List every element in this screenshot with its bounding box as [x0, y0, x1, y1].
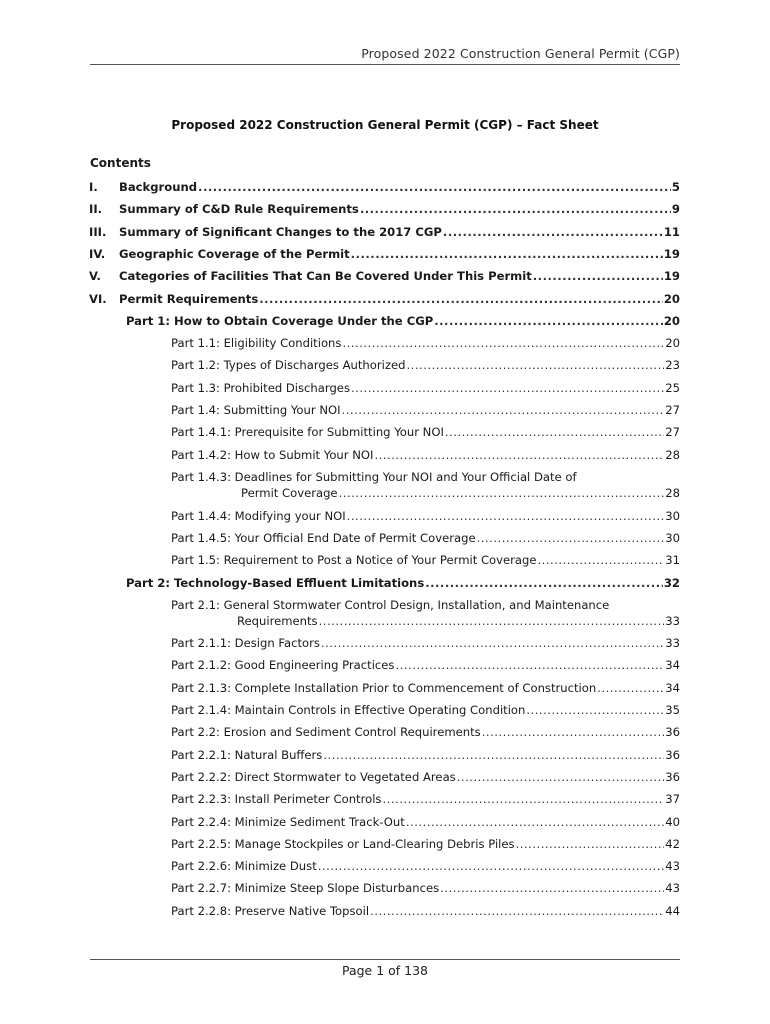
- toc-entry-label: Geographic Coverage of the Permit: [119, 247, 350, 261]
- toc-entry-part-2-2-5[interactable]: [171, 837, 680, 852]
- toc-section-number: I.: [89, 180, 98, 194]
- toc-entry-label: Summary of Significant Changes to the 2017 CGP: [119, 225, 442, 239]
- toc-page-number: 40: [665, 815, 680, 829]
- dot-leader: [406, 358, 664, 373]
- toc-entry-part-2-1[interactable]: [237, 614, 680, 629]
- dot-leader: [434, 314, 663, 329]
- toc-entry-label: Summary of C&D Rule Requirements: [119, 202, 359, 216]
- toc-section-number: III.: [89, 225, 107, 239]
- toc-page-number: 32: [663, 576, 680, 590]
- toc-entry-part-1-4-3-line1[interactable]: Part 1.4.3: Deadlines for Submitting Your NOI and Your Official Date of: [171, 470, 577, 484]
- toc-entry-label: Permit Coverage: [241, 486, 338, 500]
- dot-leader: [395, 658, 664, 673]
- toc-entry-label: Part 2.2.6: Minimize Dust: [171, 859, 317, 873]
- dot-leader: [360, 202, 671, 217]
- toc-entry-label: Part 1.5: Requirement to Post a Notice of Your Permit Coverage: [171, 553, 537, 567]
- toc-entry-label: Part 1.4.1: Prerequisite for Submitting Your NOI: [171, 425, 444, 439]
- toc-entry-part-2-2-6[interactable]: [171, 859, 680, 874]
- toc-entry-part-1-1[interactable]: [171, 336, 680, 351]
- dot-leader: [342, 403, 665, 418]
- toc-entry-significant-changes[interactable]: [89, 225, 680, 240]
- toc-entry-label: Part 2.1.3: Complete Installation Prior to Commencement of Construction: [171, 681, 597, 695]
- toc-page-number: 23: [665, 358, 680, 372]
- toc-page-number: 42: [665, 837, 680, 851]
- toc-entry-label: Part 2.2.1: Natural Buffers: [171, 748, 323, 762]
- toc-page-number: 30: [665, 531, 680, 545]
- toc-entry-label: Part 1.4.2: How to Submit Your NOI: [171, 448, 374, 462]
- toc-entry-part-1-4[interactable]: [171, 403, 680, 418]
- toc-entry-part-2-2-4[interactable]: [171, 815, 680, 830]
- toc-page-number: 33: [665, 614, 680, 628]
- toc-section-number: VI.: [89, 292, 107, 306]
- dot-leader: [440, 881, 664, 896]
- toc-page-number: 35: [665, 703, 680, 717]
- running-header: Proposed 2022 Construction General Permit (CGP): [90, 46, 680, 65]
- dot-leader: [321, 636, 664, 651]
- toc-entry-part-1[interactable]: [126, 314, 680, 329]
- toc-entry-label: Part 2.2.2: Direct Stormwater to Vegetated Areas: [171, 770, 456, 784]
- toc-entry-label: Requirements: [237, 614, 318, 628]
- dot-leader: [425, 576, 663, 591]
- toc-entry-permit-requirements[interactable]: [89, 292, 680, 307]
- toc-entry-label: Part 1.4: Submitting Your NOI: [171, 403, 341, 417]
- toc-entry-part-2-1-line1[interactable]: Part 2.1: General Stormwater Control Design, Installation, and Maintenance: [171, 598, 610, 612]
- toc-entry-label: Part 2.2.7: Minimize Steep Slope Disturbances: [171, 881, 440, 895]
- toc-entry-label: Categories of Facilities That Can Be Covered Under This Permit: [119, 269, 532, 283]
- dot-leader: [342, 336, 664, 351]
- toc-entry-part-2-2[interactable]: [171, 725, 680, 740]
- toc-entry-label: Part 1.2: Types of Discharges Authorized: [171, 358, 406, 372]
- toc-entry-part-2-2-1[interactable]: [171, 748, 680, 763]
- toc-entry-label: Part 1.1: Eligibility Conditions: [171, 336, 342, 350]
- toc-page-number: 9: [671, 202, 680, 216]
- toc-entry-part-2-2-3[interactable]: [171, 792, 680, 807]
- toc-entry-label: Part 2.1.1: Design Factors: [171, 636, 320, 650]
- contents-heading: Contents: [90, 156, 151, 170]
- page-number-label: Page 1 of 138: [341, 963, 429, 978]
- toc-page-number: 20: [663, 314, 680, 328]
- toc-entry-part-1-5[interactable]: [171, 553, 680, 568]
- toc-entry-label: Part 1: How to Obtain Coverage Under the CGP: [126, 314, 434, 328]
- dot-leader: [457, 770, 665, 785]
- toc-entry-part-2-1-2[interactable]: [171, 658, 680, 673]
- dot-leader: [443, 225, 663, 240]
- toc-page-number: 27: [665, 425, 680, 439]
- toc-page-number: 31: [665, 553, 680, 567]
- dot-leader: [374, 448, 664, 463]
- toc-page-number: 28: [665, 486, 680, 500]
- dot-leader: [370, 904, 664, 919]
- toc-page-number: 37: [665, 792, 680, 806]
- toc-section-number: IV.: [89, 247, 106, 261]
- toc-page-number: 44: [665, 904, 680, 918]
- toc-page-number: 20: [665, 336, 680, 350]
- toc-entry-label: Part 2.2.3: Install Perimeter Controls: [171, 792, 382, 806]
- dot-leader: [445, 425, 664, 440]
- toc-entry-part-2-1-3[interactable]: [171, 681, 680, 696]
- toc-entry-geographic-coverage[interactable]: [89, 247, 680, 262]
- toc-entry-label: Part 2.2.4: Minimize Sediment Track-Out: [171, 815, 405, 829]
- toc-entry-part-2-2-2[interactable]: [171, 770, 680, 785]
- toc-page-number: 27: [665, 403, 680, 417]
- dot-leader: [339, 486, 665, 501]
- toc-page-number: 43: [665, 859, 680, 873]
- dot-leader: [347, 509, 665, 524]
- dot-leader: [477, 531, 665, 546]
- toc-entry-background[interactable]: [89, 180, 680, 195]
- toc-page-number: 36: [665, 770, 680, 784]
- toc-section-number: II.: [89, 202, 103, 216]
- toc-page-number: 34: [665, 658, 680, 672]
- dot-leader: [538, 553, 665, 568]
- toc-entry-label: Part 2.1.4: Maintain Controls in Effective Operating Condition: [171, 703, 526, 717]
- dot-leader: [351, 247, 663, 262]
- toc-section-number: V.: [89, 269, 101, 283]
- toc-entry-label: Part 2.1.2: Good Engineering Practices: [171, 658, 395, 672]
- toc-entry-part-1-4-1[interactable]: [171, 425, 680, 440]
- toc-page-number: 20: [663, 292, 680, 306]
- toc-page-number: 19: [663, 269, 680, 283]
- toc-page-number: 19: [663, 247, 680, 261]
- toc-entry-label: Background: [119, 180, 198, 194]
- dot-leader: [259, 292, 663, 307]
- toc-entry-cd-rule-summary[interactable]: [89, 202, 680, 217]
- toc-entry-part-2-2-7[interactable]: [171, 881, 680, 896]
- page-footer: [90, 959, 680, 978]
- toc-entry-part-1-4-4[interactable]: [171, 509, 680, 524]
- toc-page-number: 36: [665, 725, 680, 739]
- toc-entry-part-2-1-1[interactable]: [171, 636, 680, 651]
- toc-page-number: 36: [665, 748, 680, 762]
- toc-entry-label: Part 1.4.4: Modifying your NOI: [171, 509, 346, 523]
- toc-entry-label: Part 1.3: Prohibited Discharges: [171, 381, 350, 395]
- toc-page-number: 5: [671, 180, 680, 194]
- dot-leader: [318, 859, 664, 874]
- dot-leader: [351, 381, 664, 396]
- toc-entry-part-2[interactable]: [126, 576, 680, 591]
- dot-leader: [406, 815, 664, 830]
- toc-page-number: 28: [665, 448, 680, 462]
- toc-entry-part-1-3[interactable]: [171, 381, 680, 396]
- dot-leader: [516, 837, 665, 852]
- toc-page-number: 33: [665, 636, 680, 650]
- toc-entry-label: Part 2.2.8: Preserve Native Topsoil: [171, 904, 370, 918]
- toc-entry-label: Part 1.4.5: Your Official End Date of Permit Coverage: [171, 531, 476, 545]
- dot-leader: [319, 614, 665, 629]
- dot-leader: [526, 703, 664, 718]
- toc-entry-label: Permit Requirements: [119, 292, 259, 306]
- dot-leader: [597, 681, 664, 696]
- toc-entry-part-2-2-8[interactable]: [171, 904, 680, 919]
- toc-page-number: 43: [665, 881, 680, 895]
- toc-page-number: 34: [665, 681, 680, 695]
- toc-entry-part-1-4-2[interactable]: [171, 448, 680, 463]
- toc-entry-part-1-4-3[interactable]: [241, 486, 680, 501]
- toc-page-number: 25: [665, 381, 680, 395]
- dot-leader: [382, 792, 664, 807]
- dot-leader: [323, 748, 664, 763]
- dot-leader: [482, 725, 665, 740]
- toc-page-number: 30: [665, 509, 680, 523]
- dot-leader: [198, 180, 671, 195]
- toc-entry-label: Part 2: Technology-Based Effluent Limitations: [126, 576, 425, 590]
- toc-entry-label: Part 2.2: Erosion and Sediment Control Requirements: [171, 725, 481, 739]
- toc-entry-label: Part 2.2.5: Manage Stockpiles or Land-Clearing Debris Piles: [171, 837, 515, 851]
- dot-leader: [533, 269, 663, 284]
- toc-entry-part-1-4-5[interactable]: [171, 531, 680, 546]
- toc-entry-part-2-1-4[interactable]: [171, 703, 680, 718]
- toc-entry-part-1-2[interactable]: [171, 358, 680, 373]
- document-title: Proposed 2022 Construction General Permit (CGP) – Fact Sheet: [171, 118, 599, 132]
- toc-entry-categories-of-facilities[interactable]: [89, 269, 680, 284]
- toc-page-number: 11: [663, 225, 680, 239]
